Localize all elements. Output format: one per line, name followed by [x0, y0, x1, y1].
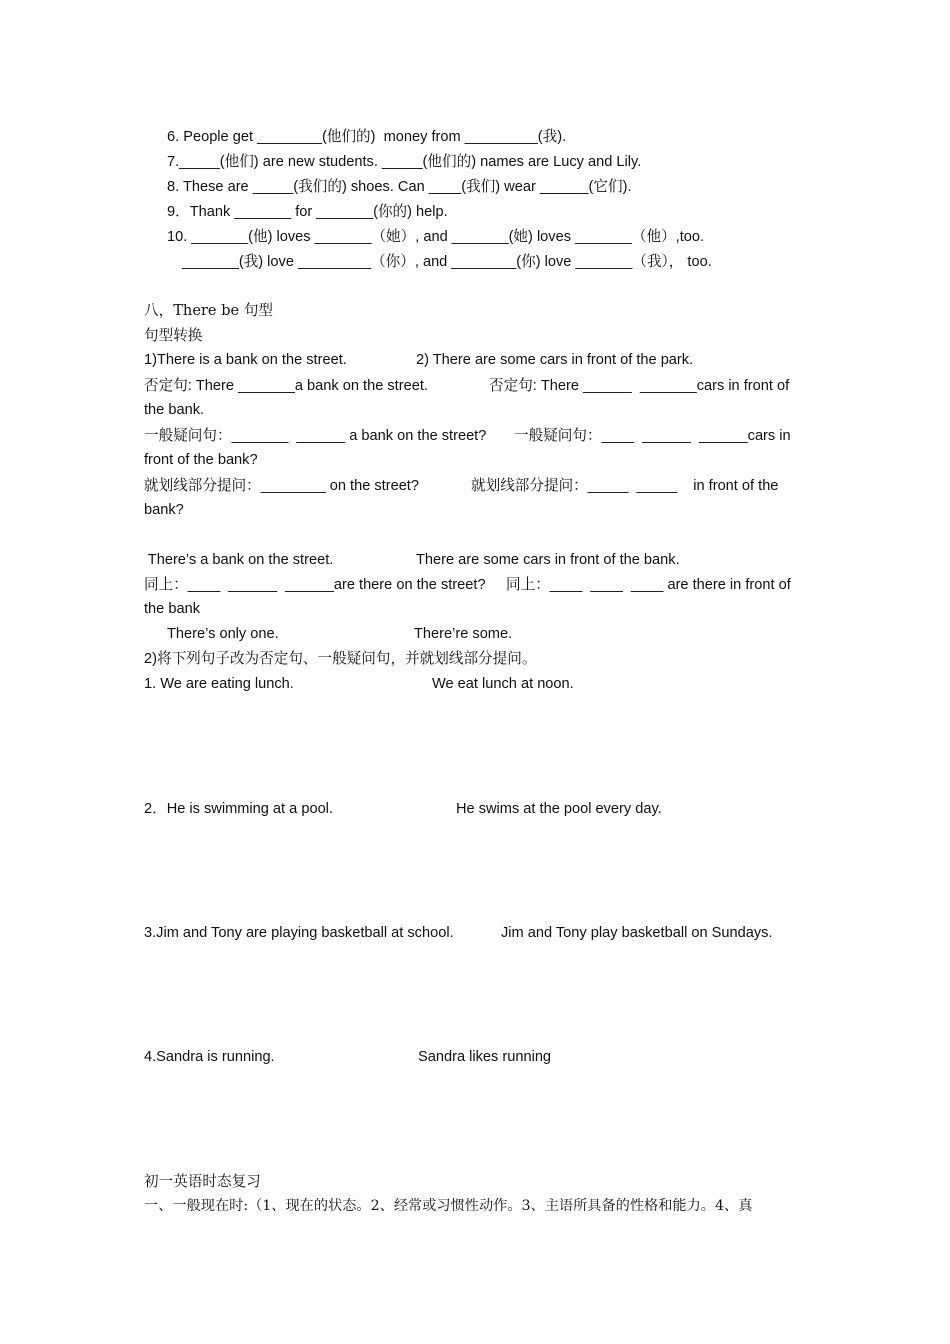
there-be-left: There’s a bank on the street. [144, 552, 334, 568]
underline-question-continuation: bank? [144, 502, 184, 518]
question-left: 一般疑问句：_______ ______ a bank on the street? [144, 428, 487, 444]
exercise-line-7: 7._____(他们) are new students. _____(他们的) names are Lucy and Lily. [167, 154, 642, 170]
question-continuation: front of the bank? [144, 452, 258, 468]
negative-left: 否定句: There _______a bank on the street. [144, 378, 428, 394]
exercise-2-left: 2．He is swimming at a pool. [144, 801, 333, 817]
exercise-line-10b: _______(我) love _________（你）, and ________(你) love _______（我）， too. [182, 254, 712, 270]
same-right: 同上：____ ____ ____ are there in front of [506, 577, 791, 593]
question-right: 一般疑问句：____ ______ ______cars in [514, 428, 791, 444]
exercise-4-right: Sandra likes running [418, 1049, 552, 1065]
exercise-1-left: 1. We are eating lunch. [144, 676, 294, 692]
exercise-2-right: He swims at the pool every day. [456, 801, 662, 817]
task-2-instruction: 2)将下列句子改为否定句、一般疑问句，并就划线部分提问。 [144, 651, 537, 667]
sentence-1-right: 2) There are some cars in front of the park. [416, 352, 694, 368]
review-title: 初一英语时态复习 [144, 1173, 261, 1190]
section-8-subtitle: 句型转换 [144, 327, 203, 344]
exercise-line-9: 9．Thank _______ for _______(你的) help. [167, 204, 448, 220]
answer-right: There’re some. [414, 626, 513, 642]
exercise-4-left: 4.Sandra is running. [144, 1049, 275, 1065]
underline-question-left: 就划线部分提问：________ on the street? [144, 478, 419, 494]
same-continuation: the bank [144, 601, 200, 617]
answer-left: There’s only one. [167, 626, 279, 642]
review-line-1: 一、一般现在时:（1、现在的状态。2、经常或习惯性动作。3、主语所具备的性格和能力。4、真 [144, 1198, 753, 1214]
sentence-1-left: 1)There is a bank on the street. [144, 352, 347, 368]
exercise-1-right: We eat lunch at noon. [432, 676, 574, 692]
there-be-right: There are some cars in front of the bank. [416, 552, 680, 568]
exercise-line-6: 6. People get ________(他们的) money from _________(我). [167, 129, 567, 145]
exercise-line-10a: 10. _______(他) loves _______（她）, and _______(她) loves _______（他）,too. [167, 229, 705, 245]
exercise-line-8: 8. These are _____(我们的) shoes. Can ____(我们) wear ______(它们). [167, 179, 632, 195]
same-left: 同上：____ ______ ______are there on the street? [144, 577, 486, 593]
section-8-title: 八，There be 句型 [144, 302, 274, 319]
negative-continuation: the bank. [144, 402, 205, 418]
exercise-3-left: 3.Jim and Tony are playing basketball at school. [144, 925, 454, 941]
negative-right: 否定句: There ______ _______cars in front of [489, 378, 790, 394]
underline-question-right: 就划线部分提问：_____ _____ in front of the [471, 478, 779, 494]
exercise-3-right: Jim and Tony play basketball on Sundays. [501, 925, 773, 941]
